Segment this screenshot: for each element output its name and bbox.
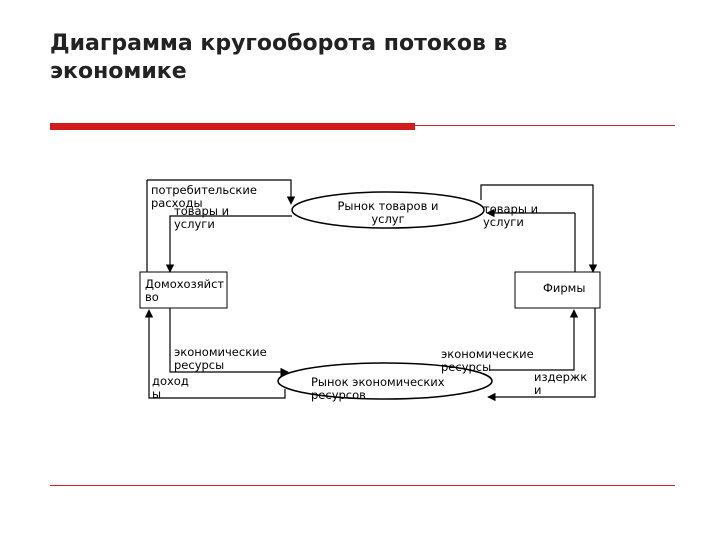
label-households: Домохозяйст во [145,277,225,304]
label-costs: издержк и [534,370,588,397]
slide-title-line2: экономике [50,59,187,84]
label-income: доход ы [152,374,189,401]
occluding-patch [198,402,576,432]
slide-title-line1: Диаграмма кругооборота потоков в [50,31,508,56]
label-goods-market: Рынок товаров и услуг [337,199,439,226]
label-resources-left: экономические ресурсы [174,345,267,372]
label-goods-services-left: товары и услуги [174,204,230,231]
label-firms: Фирмы [543,281,586,295]
label-resource-market: Рынок экономических ресурсов [311,375,445,402]
label-consumer-spending: потребительские расходы [151,183,257,210]
label-resources-right: экономические ресурсы [441,347,534,374]
footer-rule [50,485,675,486]
label-goods-services-right: товары и услуги [483,202,539,229]
